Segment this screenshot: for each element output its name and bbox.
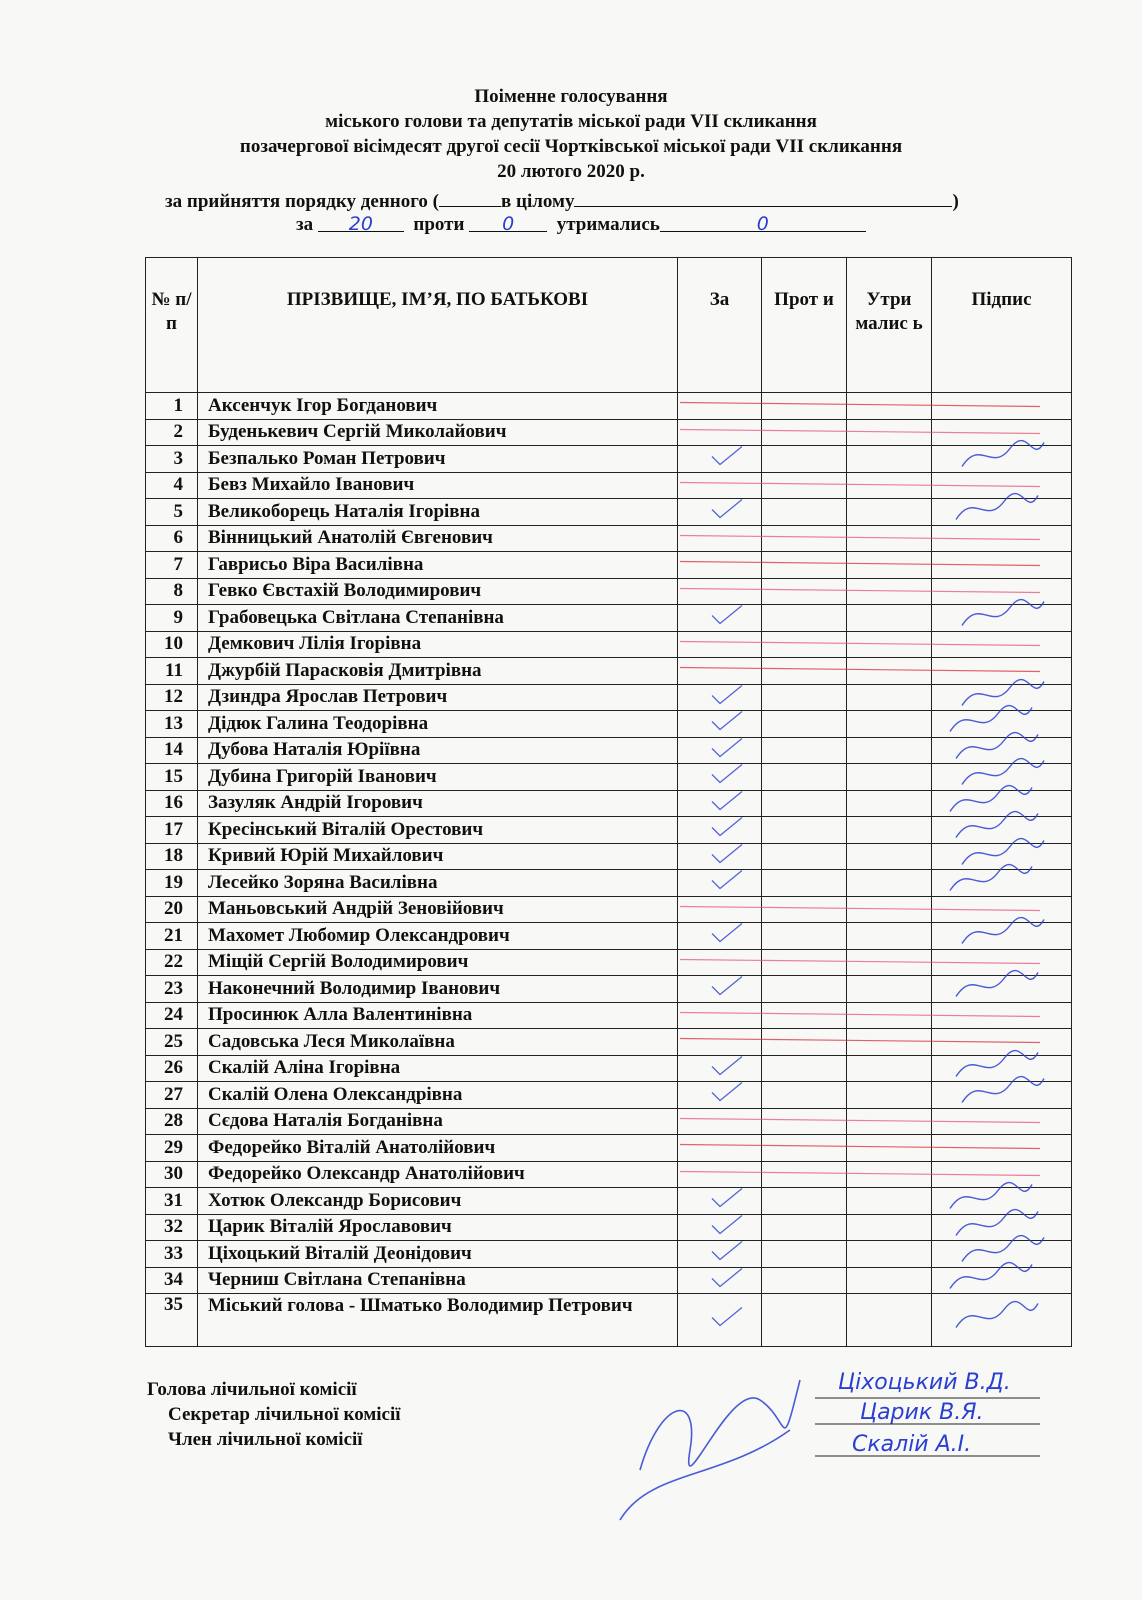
vote-abstain-cell — [847, 817, 932, 844]
row-number: 11 — [146, 658, 198, 685]
vote-for-cell — [678, 1161, 762, 1188]
row-number: 13 — [146, 711, 198, 738]
vote-for-cell — [678, 843, 762, 870]
vote-abstain-cell — [847, 1267, 932, 1294]
document-subtitle-council: міського голови та депутатів міської ради VII скликання — [325, 111, 817, 132]
member-name: Скалій Олена Олександрівна — [198, 1082, 678, 1109]
vote-against-cell — [762, 1161, 847, 1188]
row-number: 31 — [146, 1188, 198, 1215]
row-number: 10 — [146, 631, 198, 658]
row-number: 2 — [146, 419, 198, 446]
vote-against-cell — [762, 764, 847, 791]
vote-for-cell — [678, 658, 762, 685]
member-name: Гевко Євстахій Володимирович — [198, 578, 678, 605]
vote-against-cell — [762, 419, 847, 446]
vote-against-cell — [762, 870, 847, 897]
table-row — [146, 1241, 1072, 1268]
vote-abstain-cell — [847, 1002, 932, 1029]
vote-abstain-cell — [847, 552, 932, 579]
row-number: 5 — [146, 499, 198, 526]
document-date: 20 лютого 2020 р. — [497, 161, 645, 182]
tally-abstain-label: утримались — [556, 214, 660, 235]
vote-abstain-cell — [847, 684, 932, 711]
member-name: Кривий Юрій Михайлович — [198, 843, 678, 870]
table-header-row — [146, 258, 1072, 393]
table-row — [146, 525, 1072, 552]
member-name: Дубова Наталія Юріївна — [198, 737, 678, 764]
vote-against-cell — [762, 1082, 847, 1109]
vote-abstain-cell — [847, 578, 932, 605]
row-number: 21 — [146, 923, 198, 950]
agenda-blank — [439, 188, 501, 207]
signature-cell — [932, 1267, 1072, 1294]
vote-for-cell — [678, 711, 762, 738]
col-against-header: Прот и — [762, 258, 847, 393]
member-signature-name: Скалій А.І. — [852, 1432, 972, 1457]
member-name: Черниш Світлана Степанівна — [198, 1267, 678, 1294]
signature-cell — [932, 949, 1072, 976]
vote-abstain-cell — [847, 472, 932, 499]
vote-for-cell — [678, 446, 762, 473]
table-row — [146, 843, 1072, 870]
agenda-prefix: за прийняття порядку денного ( — [165, 191, 439, 212]
vote-against-cell — [762, 843, 847, 870]
member-name: Садовська Леся Миколаївна — [198, 1029, 678, 1056]
table-row — [146, 1002, 1072, 1029]
signature-cell — [932, 1161, 1072, 1188]
agenda-line — [165, 188, 959, 213]
col-signature-header: Підпис — [932, 258, 1072, 393]
vote-abstain-cell — [847, 658, 932, 685]
vote-against-cell — [762, 472, 847, 499]
tally-for-label: за — [296, 214, 314, 235]
table-row — [146, 605, 1072, 632]
row-number: 33 — [146, 1241, 198, 1268]
document-subtitle-session: позачергової вісімдесят другої сесії Чортківської міської ради VII скликання — [239, 136, 903, 157]
signature-cell — [932, 684, 1072, 711]
row-number: 29 — [146, 1135, 198, 1162]
vote-against-cell — [762, 949, 847, 976]
row-number: 30 — [146, 1161, 198, 1188]
vote-against-cell — [762, 658, 847, 685]
col-number-header: № п/п — [146, 258, 198, 393]
table-row — [146, 1161, 1072, 1188]
row-number: 23 — [146, 976, 198, 1003]
signature-cell — [932, 923, 1072, 950]
vote-against-cell — [762, 976, 847, 1003]
signature-cell — [932, 419, 1072, 446]
table-row — [146, 446, 1072, 473]
row-number: 22 — [146, 949, 198, 976]
secretary-signature-name: Царик В.Я. — [860, 1400, 984, 1425]
row-number: 1 — [146, 393, 198, 420]
member-name: Аксенчук Ігор Богданович — [198, 393, 678, 420]
col-for-header: За — [678, 258, 762, 393]
signature-cell — [932, 525, 1072, 552]
vote-abstain-cell — [847, 976, 932, 1003]
signature-cell — [932, 1214, 1072, 1241]
tally-abstain-field — [660, 213, 866, 235]
row-number: 20 — [146, 896, 198, 923]
agenda-middle: в цілому — [500, 191, 575, 212]
member-name: Дубина Григорій Іванович — [198, 764, 678, 791]
vote-against-cell — [762, 1214, 847, 1241]
vote-abstain-cell — [847, 1082, 932, 1109]
col-name-header: ПРІЗВИЩЕ, ІМ’Я, ПО БАТЬКОВІ — [198, 258, 678, 393]
signature-cell — [932, 764, 1072, 791]
table-row — [146, 1029, 1072, 1056]
signature-cell — [932, 790, 1072, 817]
row-number: 12 — [146, 684, 198, 711]
vote-against-cell — [762, 1267, 847, 1294]
vote-against-cell — [762, 790, 847, 817]
signature-cell — [932, 1241, 1072, 1268]
signature-cell — [932, 1188, 1072, 1215]
member-name: Ціхоцький Віталій Деонідович — [198, 1241, 678, 1268]
tally-abstain-value: 0 — [756, 213, 769, 235]
signature-cell — [932, 870, 1072, 897]
vote-for-cell — [678, 923, 762, 950]
vote-for-cell — [678, 1188, 762, 1215]
vote-abstain-cell — [847, 1214, 932, 1241]
vote-for-cell — [678, 1002, 762, 1029]
vote-for-cell — [678, 764, 762, 791]
member-name: Федорейко Віталій Анатолійович — [198, 1135, 678, 1162]
table-row — [146, 1188, 1072, 1215]
vote-against-cell — [762, 499, 847, 526]
vote-against-cell — [762, 605, 847, 632]
commission-signatures-scribble — [620, 1380, 800, 1520]
row-number: 26 — [146, 1055, 198, 1082]
counting-commission-secretary: Секретар лічильної комісії — [168, 1404, 401, 1425]
vote-abstain-cell — [847, 923, 932, 950]
vote-abstain-cell — [847, 1029, 932, 1056]
row-number: 9 — [146, 605, 198, 632]
vote-against-cell — [762, 393, 847, 420]
row-number: 28 — [146, 1108, 198, 1135]
row-number: 32 — [146, 1214, 198, 1241]
table-row — [146, 1055, 1072, 1082]
signature-cell — [932, 1294, 1072, 1347]
member-name: Зазуляк Андрій Ігорович — [198, 790, 678, 817]
vote-abstain-cell — [847, 1108, 932, 1135]
vote-for-cell — [678, 1029, 762, 1056]
member-name: Гаврисьо Віра Василівна — [198, 552, 678, 579]
vote-for-cell — [678, 1082, 762, 1109]
row-number: 27 — [146, 1082, 198, 1109]
member-name: Буденькевич Сергій Миколайович — [198, 419, 678, 446]
vote-for-cell — [678, 790, 762, 817]
vote-abstain-cell — [847, 525, 932, 552]
vote-abstain-cell — [847, 605, 932, 632]
vote-abstain-cell — [847, 896, 932, 923]
vote-against-cell — [762, 896, 847, 923]
row-number: 7 — [146, 552, 198, 579]
member-name: Грабовецька Світлана Степанівна — [198, 605, 678, 632]
vote-abstain-cell — [847, 949, 932, 976]
row-number: 35 — [146, 1294, 198, 1347]
table-row — [146, 578, 1072, 605]
vote-against-cell — [762, 578, 847, 605]
member-name: Дідюк Галина Теодорівна — [198, 711, 678, 738]
vote-abstain-cell — [847, 1161, 932, 1188]
table-row — [146, 737, 1072, 764]
table-row — [146, 896, 1072, 923]
table-row — [146, 472, 1072, 499]
row-number: 16 — [146, 790, 198, 817]
vote-for-cell — [678, 1214, 762, 1241]
member-name: Бевз Михайло Іванович — [198, 472, 678, 499]
vote-for-cell — [678, 605, 762, 632]
signature-cell — [932, 896, 1072, 923]
counting-commission-member: Член лічильної комісії — [168, 1429, 363, 1450]
member-name: Міщій Сергій Володимирович — [198, 949, 678, 976]
table-row — [146, 658, 1072, 685]
vote-for-cell — [678, 419, 762, 446]
row-number: 3 — [146, 446, 198, 473]
agenda-suffix: ) — [952, 191, 959, 212]
table-row — [146, 1214, 1072, 1241]
row-number: 4 — [146, 472, 198, 499]
member-name: Безпалько Роман Петрович — [198, 446, 678, 473]
signature-cell — [932, 472, 1072, 499]
vote-for-cell — [678, 1294, 762, 1347]
vote-against-cell — [762, 1055, 847, 1082]
signature-cell — [932, 499, 1072, 526]
member-name: Махомет Любомир Олександрович — [198, 923, 678, 950]
agenda-blank-long — [574, 188, 952, 207]
vote-against-cell — [762, 923, 847, 950]
signature-cell — [932, 1055, 1072, 1082]
vote-against-cell — [762, 711, 847, 738]
vote-abstain-cell — [847, 843, 932, 870]
table-row — [146, 1294, 1072, 1347]
table-row — [146, 552, 1072, 579]
tally-for-field — [318, 213, 404, 235]
member-name: Скалій Аліна Ігорівна — [198, 1055, 678, 1082]
signature-cell — [932, 578, 1072, 605]
signature-cell — [932, 658, 1072, 685]
signature-cell — [932, 1002, 1072, 1029]
vote-against-cell — [762, 525, 847, 552]
vote-for-cell — [678, 1108, 762, 1135]
vote-against-cell — [762, 1135, 847, 1162]
vote-abstain-cell — [847, 1241, 932, 1268]
tally-against-field — [469, 213, 547, 235]
vote-against-cell — [762, 631, 847, 658]
vote-abstain-cell — [847, 393, 932, 420]
vote-abstain-cell — [847, 764, 932, 791]
member-name: Хотюк Олександр Борисович — [198, 1188, 678, 1215]
col-abstain-header: Утри малис ь — [847, 258, 932, 393]
signature-cell — [932, 1135, 1072, 1162]
vote-abstain-cell — [847, 711, 932, 738]
member-name: Сєдова Наталія Богданівна — [198, 1108, 678, 1135]
vote-abstain-cell — [847, 790, 932, 817]
table-row — [146, 631, 1072, 658]
signature-cell — [932, 976, 1072, 1003]
signature-cell — [932, 737, 1072, 764]
member-name: Джурбій Парасковія Дмитрівна — [198, 658, 678, 685]
signature-cell — [932, 552, 1072, 579]
row-number: 8 — [146, 578, 198, 605]
table-row — [146, 764, 1072, 791]
vote-for-cell — [678, 817, 762, 844]
vote-abstain-cell — [847, 1294, 932, 1347]
vote-for-cell — [678, 1135, 762, 1162]
member-name: Дзиндра Ярослав Петрович — [198, 684, 678, 711]
member-name: Наконечний Володимир Іванович — [198, 976, 678, 1003]
vote-for-cell — [678, 737, 762, 764]
table-row — [146, 1082, 1072, 1109]
signature-cell — [932, 1108, 1072, 1135]
table-row — [146, 393, 1072, 420]
vote-for-cell — [678, 684, 762, 711]
vote-against-cell — [762, 1241, 847, 1268]
table-row — [146, 1135, 1072, 1162]
vote-for-cell — [678, 631, 762, 658]
member-name: Федорейко Олександр Анатолійович — [198, 1161, 678, 1188]
vote-against-cell — [762, 1002, 847, 1029]
member-name: Кресінський Віталій Орестович — [198, 817, 678, 844]
vote-against-cell — [762, 1294, 847, 1347]
chair-signature-name: Ціхоцький В.Д. — [838, 1370, 1011, 1395]
vote-against-cell — [762, 684, 847, 711]
table-row — [146, 923, 1072, 950]
row-number: 6 — [146, 525, 198, 552]
vote-abstain-cell — [847, 446, 932, 473]
row-number: 15 — [146, 764, 198, 791]
vote-abstain-cell — [847, 1135, 932, 1162]
member-name: Маньовський Андрій Зеновійович — [198, 896, 678, 923]
table-row — [146, 790, 1072, 817]
member-name: Демкович Лілія Ігорівна — [198, 631, 678, 658]
signature-cell — [932, 605, 1072, 632]
vote-for-cell — [678, 1241, 762, 1268]
table-row — [146, 949, 1072, 976]
row-number: 34 — [146, 1267, 198, 1294]
table-row — [146, 870, 1072, 897]
vote-for-cell — [678, 1055, 762, 1082]
vote-for-cell — [678, 499, 762, 526]
vote-abstain-cell — [847, 419, 932, 446]
table-row — [146, 1267, 1072, 1294]
signature-cell — [932, 1082, 1072, 1109]
vote-for-cell — [678, 525, 762, 552]
table-row — [146, 684, 1072, 711]
table-row — [146, 817, 1072, 844]
vote-abstain-cell — [847, 737, 932, 764]
signature-cell — [932, 446, 1072, 473]
tally-for-value: 20 — [348, 213, 373, 235]
row-number: 19 — [146, 870, 198, 897]
vote-abstain-cell — [847, 1188, 932, 1215]
table-row — [146, 711, 1072, 738]
vote-for-cell — [678, 552, 762, 579]
table-row — [146, 976, 1072, 1003]
vote-against-cell — [762, 1108, 847, 1135]
row-number: 14 — [146, 737, 198, 764]
signature-cell — [932, 843, 1072, 870]
vote-against-cell — [762, 1029, 847, 1056]
signature-cell — [932, 817, 1072, 844]
vote-abstain-cell — [847, 499, 932, 526]
row-number: 17 — [146, 817, 198, 844]
row-number: 18 — [146, 843, 198, 870]
row-number: 24 — [146, 1002, 198, 1029]
vote-for-cell — [678, 1267, 762, 1294]
signature-cell — [932, 1029, 1072, 1056]
voting-table — [145, 257, 1072, 1347]
member-name: Просинюк Алла Валентинівна — [198, 1002, 678, 1029]
signature-cell — [932, 631, 1072, 658]
signature-cell — [932, 711, 1072, 738]
vote-for-cell — [678, 949, 762, 976]
member-name: Лесейко Зоряна Василівна — [198, 870, 678, 897]
vote-abstain-cell — [847, 1055, 932, 1082]
vote-against-cell — [762, 1188, 847, 1215]
document-title: Поіменне голосування — [474, 86, 668, 107]
vote-for-cell — [678, 976, 762, 1003]
signature-cell — [932, 393, 1072, 420]
table-body — [146, 393, 1072, 1347]
vote-against-cell — [762, 737, 847, 764]
table-row — [146, 499, 1072, 526]
vote-for-cell — [678, 870, 762, 897]
table-row — [146, 1108, 1072, 1135]
tally-against-label: проти — [413, 214, 465, 235]
tally-against-value: 0 — [502, 213, 515, 235]
member-name: Вінницький Анатолій Євгенович — [198, 525, 678, 552]
vote-for-cell — [678, 578, 762, 605]
vote-for-cell — [678, 896, 762, 923]
vote-against-cell — [762, 552, 847, 579]
vote-abstain-cell — [847, 631, 932, 658]
counting-commission-chair: Голова лічильної комісії — [147, 1379, 357, 1400]
vote-against-cell — [762, 817, 847, 844]
vote-against-cell — [762, 446, 847, 473]
vote-for-cell — [678, 472, 762, 499]
tally-line — [296, 213, 866, 236]
row-number: 25 — [146, 1029, 198, 1056]
member-name: Царик Віталій Ярославович — [198, 1214, 678, 1241]
vote-abstain-cell — [847, 870, 932, 897]
vote-for-cell — [678, 393, 762, 420]
table-row — [146, 419, 1072, 446]
member-name: Міський голова - Шматько Володимир Петрович — [198, 1294, 678, 1347]
member-name: Великоборець Наталія Ігорівна — [198, 499, 678, 526]
